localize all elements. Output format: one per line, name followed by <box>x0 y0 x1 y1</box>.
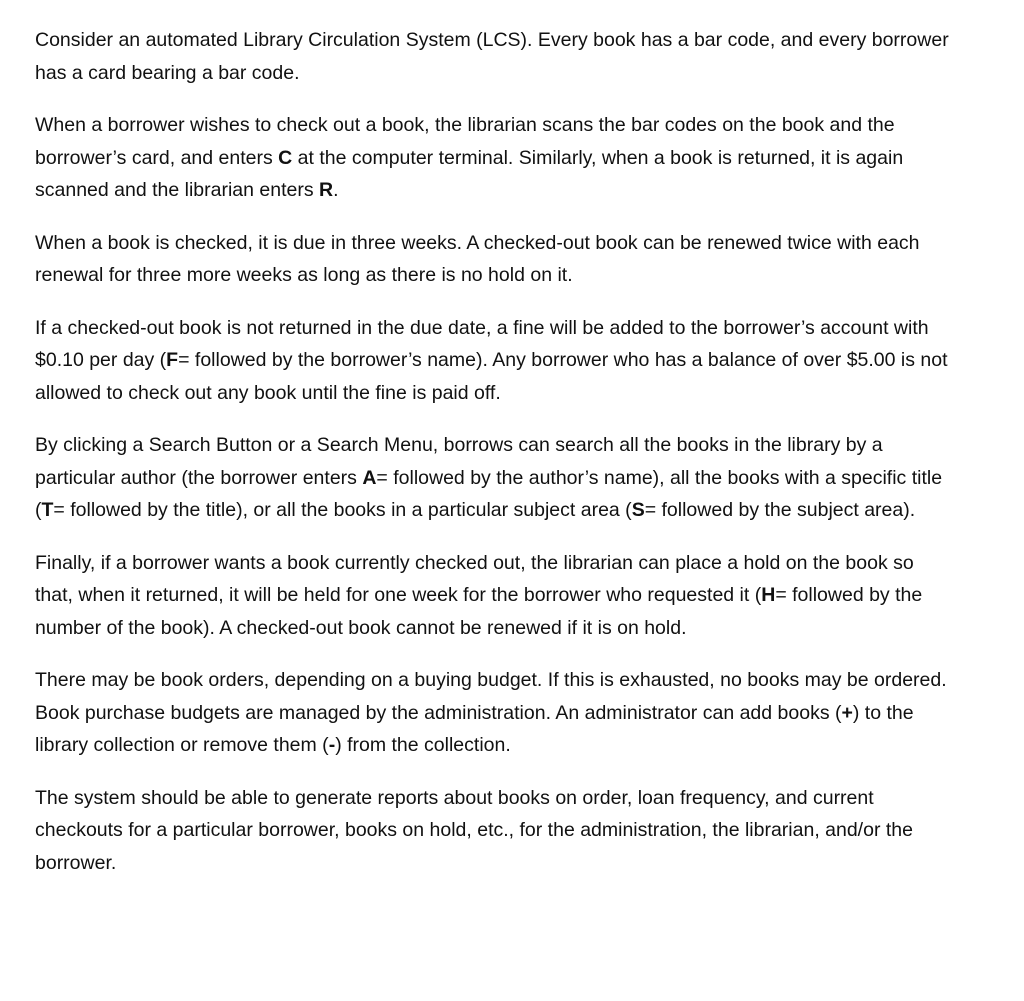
paragraph <box>35 547 950 645</box>
command-key-checkout: C <box>278 146 293 169</box>
text-run: ) to the library collection or remove them ( <box>35 701 914 756</box>
text-run: . <box>333 179 339 201</box>
text-run: Finally, if a borrower wants a book currently checked out, the librarian can place a hold on the book so that, when it returned, it will be held for one week for the borrower who requested it ( <box>35 551 914 606</box>
text-run: = followed by the borrower’s name). Any borrower who has a balance of over $5.00 is not allowed to check out any book until the fine is paid off. <box>35 349 948 404</box>
text-run: When a borrower wishes to check out a book, the librarian scans the bar codes on the book and the borrower’s card, and enters <box>35 114 895 169</box>
text-run: By clicking a Search Button or a Search Menu, borrows can search all the books in the library by a particular author (the borrower enters <box>35 434 883 489</box>
text-run: = followed by the number of the book). A checked-out book cannot be renewed if it is on hold. <box>35 584 923 639</box>
command-key-title: T <box>41 499 54 521</box>
paragraph <box>35 429 950 527</box>
text-run: = followed by the title), or all the books in a particular subject area ( <box>53 499 632 521</box>
text-run: The system should be able to generate reports about books on order, loan frequency, and current checkouts for a particular borrower, books on hold, etc., for the administration, the librarian, and/or the borrower. <box>35 786 913 874</box>
text-run: There may be book orders, depending on a buying budget. If this is exhausted, no books may be ordered. Book purchase budgets are managed by the administration. An administrator can add books ( <box>35 669 947 724</box>
command-key-remove: - <box>328 734 336 756</box>
paragraph <box>35 312 950 410</box>
document-body <box>35 24 950 899</box>
text-run: = followed by the author’s name), all the books with a specific title ( <box>35 466 943 521</box>
command-key-add: + <box>841 701 853 724</box>
text-run: When a book is checked, it is due in three weeks. A checked-out book can be renewed twice with each renewal for three more weeks as long as there is no hold on it. <box>35 231 920 286</box>
command-key-return: R <box>319 179 334 201</box>
text-run: = followed by the subject area). <box>644 499 916 521</box>
command-key-subject: S <box>631 499 645 521</box>
paragraph <box>35 664 950 762</box>
text-run: Consider an automated Library Circulation System (LCS). Every book has a bar code, and every borrower has a card bearing a bar code. <box>35 29 949 84</box>
command-key-author: A <box>362 466 377 489</box>
command-key-hold: H <box>761 584 776 606</box>
text-run: at the computer terminal. Similarly, when a book is returned, it is again scanned and the librarian enters <box>35 146 904 201</box>
paragraph <box>35 24 950 89</box>
paragraph <box>35 782 950 880</box>
command-key-fine: F <box>166 349 179 371</box>
text-run: If a checked-out book is not returned in the due date, a fine will be added to the borrower’s account with $0.10 per day ( <box>35 316 929 371</box>
paragraph <box>35 109 950 207</box>
text-run: ) from the collection. <box>335 734 511 756</box>
paragraph <box>35 227 950 292</box>
